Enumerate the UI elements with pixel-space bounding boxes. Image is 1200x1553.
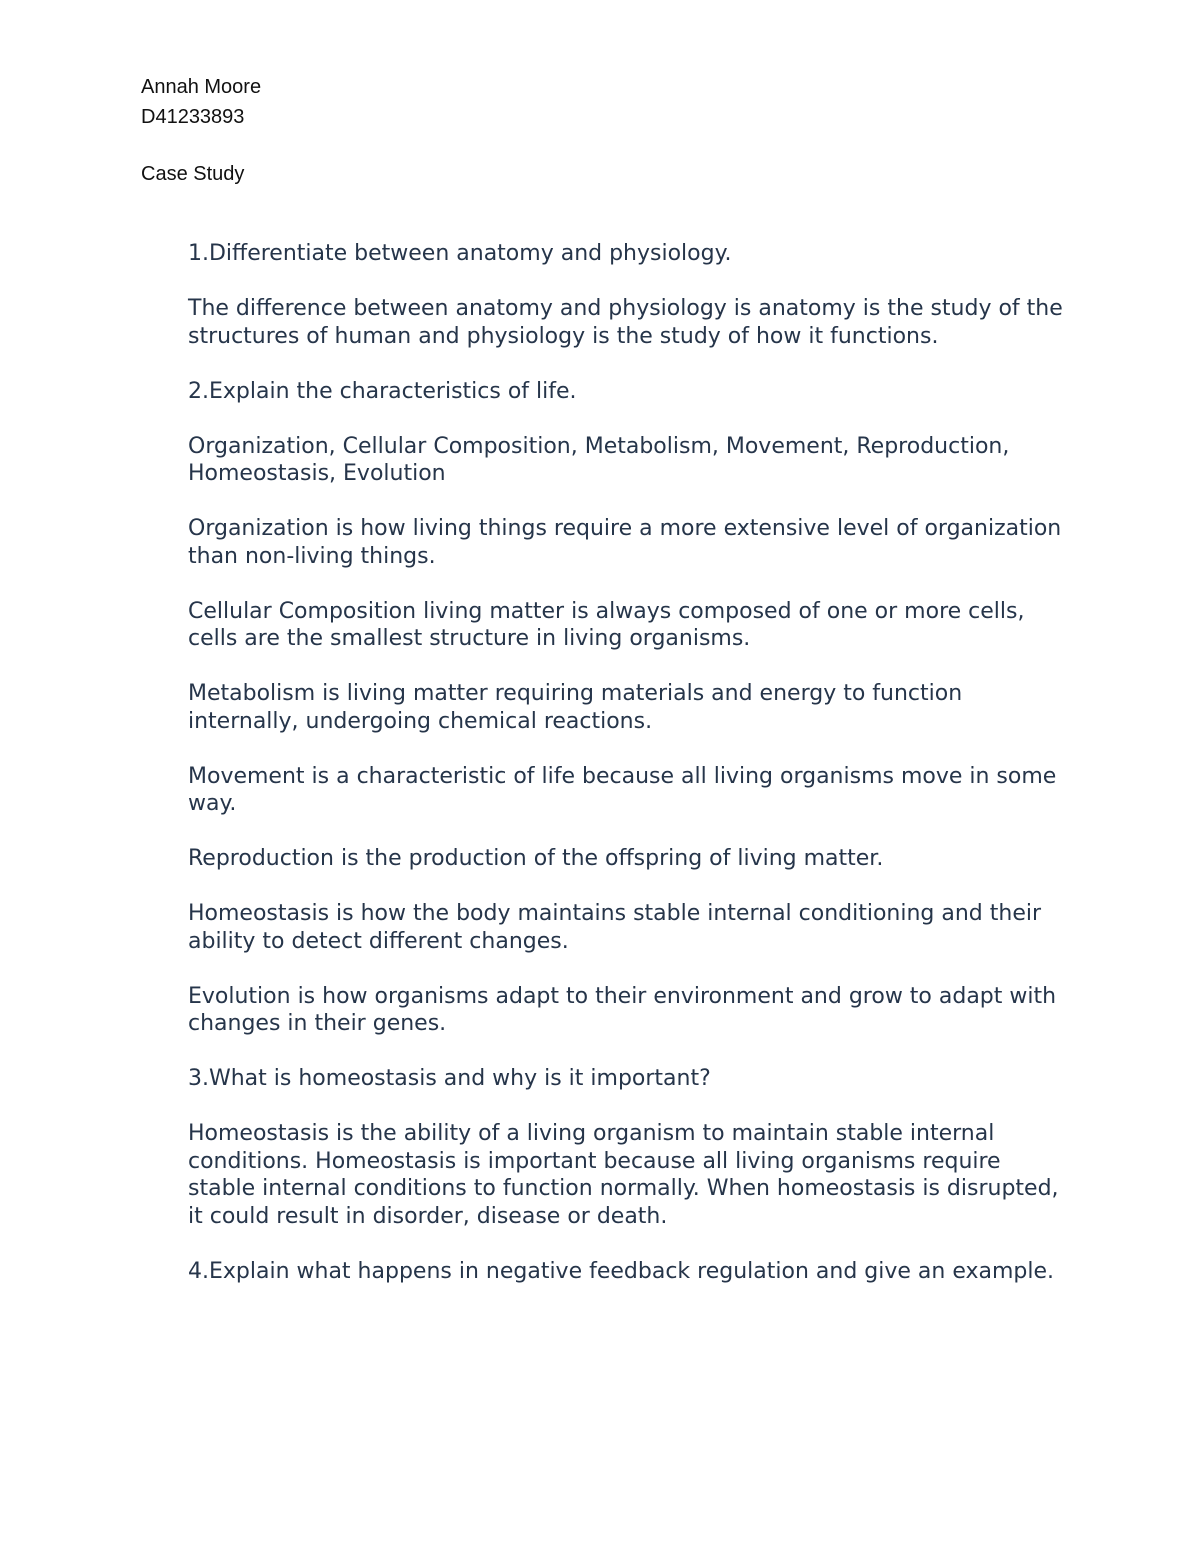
document-title: Case Study [141,163,245,185]
organization-paragraph: Organization is how living things require a more extensive level of organization than non-living things. [188,516,1062,569]
author-name: Annah Moore [141,76,262,98]
question-2: 2.Explain the characteristics of life. [188,378,577,404]
movement-paragraph: Movement is a characteristic of life because all living organisms move in some way. [188,763,1057,816]
characteristics-list: Organization, Cellular Composition, Metabolism, Movement, Reproduction, Homeostasis, Evolution [188,433,1010,486]
document-body [188,240,1068,1313]
question-1: 1.Differentiate between anatomy and physiology. [188,241,732,266]
question-4: 4.Explain what happens in negative feedback regulation and give an example. [188,1258,1055,1284]
question-3: 3.What is homeostasis and why is it important? [188,1066,711,1091]
student-id: D41233893 [141,106,245,128]
answer-3: Homeostasis is the ability of a living organism to maintain stable internal conditions. Homeostasis is important because all living organisms require stable internal conditions to function normally. When homeostasis is disrupted, it could result in disorder, disease or death. [188,1121,1059,1229]
answer-1: The difference between anatomy and physiology is anatomy is the study of the structures of human and physiology is the study of how it functions. [188,296,1063,349]
homeostasis-paragraph: Homeostasis is how the body maintains stable internal conditioning and their ability to detect different changes. [188,901,1042,954]
cellular-composition-paragraph: Cellular Composition living matter is always composed of one or more cells, cells are the smallest structure in living organisms. [188,598,1025,651]
evolution-paragraph: Evolution is how organisms adapt to their environment and grow to adapt with changes in their genes. [188,983,1057,1036]
metabolism-paragraph: Metabolism is living matter requiring materials and energy to function internally, undergoing chemical reactions. [188,681,963,734]
document-header [141,72,261,189]
reproduction-paragraph: Reproduction is the production of the offspring of living matter. [188,846,884,871]
